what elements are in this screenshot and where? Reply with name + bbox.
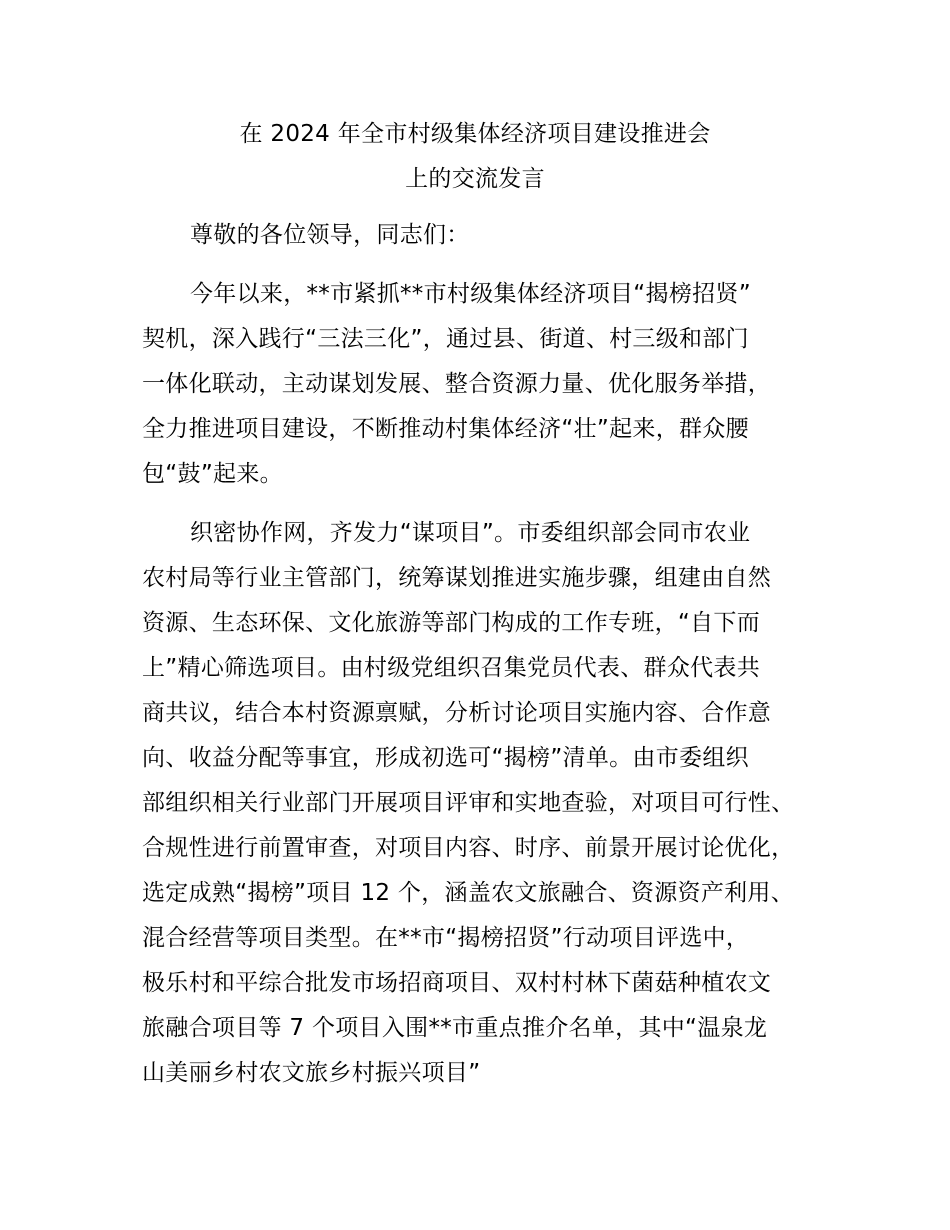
- paragraph-line: 全力推进项目建设，不断推动村集体经济“壮”起来，群众腰: [142, 416, 749, 442]
- paragraph-line: 契机，深入践行“三法三化”，通过县、街道、村三级和部门: [142, 326, 749, 352]
- title-line: 在 2024 年全市村级集体经济项目建设推进会: [239, 121, 711, 147]
- paragraph-line: 合规性进行前置审查，对项目内容、时序、前景开展讨论优化，: [142, 835, 795, 861]
- paragraph-line: 商共议，结合本村资源禀赋，分析讨论项目实施内容、合作意: [142, 700, 772, 726]
- paragraph-line: 资源、生态环保、文化旅游等部门构成的工作专班，“自下而: [142, 610, 761, 636]
- document-body: [142, 213, 842, 1110]
- paragraph-line: 旅融合项目等 7 个项目入围**市重点推介名单，其中“温泉龙: [142, 1015, 768, 1041]
- paragraph-collaboration: [142, 511, 842, 1096]
- paragraph-line: 混合经营等项目类型。在**市“揭榜招贤”行动项目评选中，: [142, 925, 750, 951]
- paragraph-line: 包“鼓”起来。: [142, 461, 283, 487]
- title-line: 上的交流发言: [405, 166, 545, 192]
- paragraph-line: 选定成熟“揭榜”项目 12 个，涵盖农文旅融合、资源资产利用、: [142, 880, 795, 906]
- document-title: [140, 112, 810, 202]
- paragraph-line: 部组织相关行业部门开展项目评审和实地查验，对项目可行性、: [142, 790, 795, 816]
- paragraph-line: 一体化联动，主动谋划发展、整合资源力量、优化服务举措，: [142, 371, 772, 397]
- paragraph-line: 上”精心筛选项目。由村级党组织召集党员代表、群众代表共: [142, 655, 761, 681]
- paragraph-line: 织密协作网，齐发力“谋项目”。市委组织部会同市农业: [190, 520, 751, 546]
- paragraph-line: 农村局等行业主管部门，统筹谋划推进实施步骤，组建由自然: [142, 565, 772, 591]
- paragraph-line: 极乐村和平综合批发市场招商项目、双村村林下菌菇种植农文: [142, 970, 772, 996]
- salutation-paragraph: [142, 213, 842, 258]
- salutation: 尊敬的各位领导，同志们：: [190, 222, 470, 248]
- paragraph-line: 向、收益分配等事宜，形成初选可“揭榜”清单。由市委组织: [142, 745, 749, 771]
- paragraph-intro: [142, 272, 842, 497]
- paragraph-line: 今年以来，**市紧抓**市村级集体经济项目“揭榜招贤”: [190, 281, 751, 307]
- paragraph-line: 山美丽乡村农文旅乡村振兴项目”: [142, 1060, 481, 1086]
